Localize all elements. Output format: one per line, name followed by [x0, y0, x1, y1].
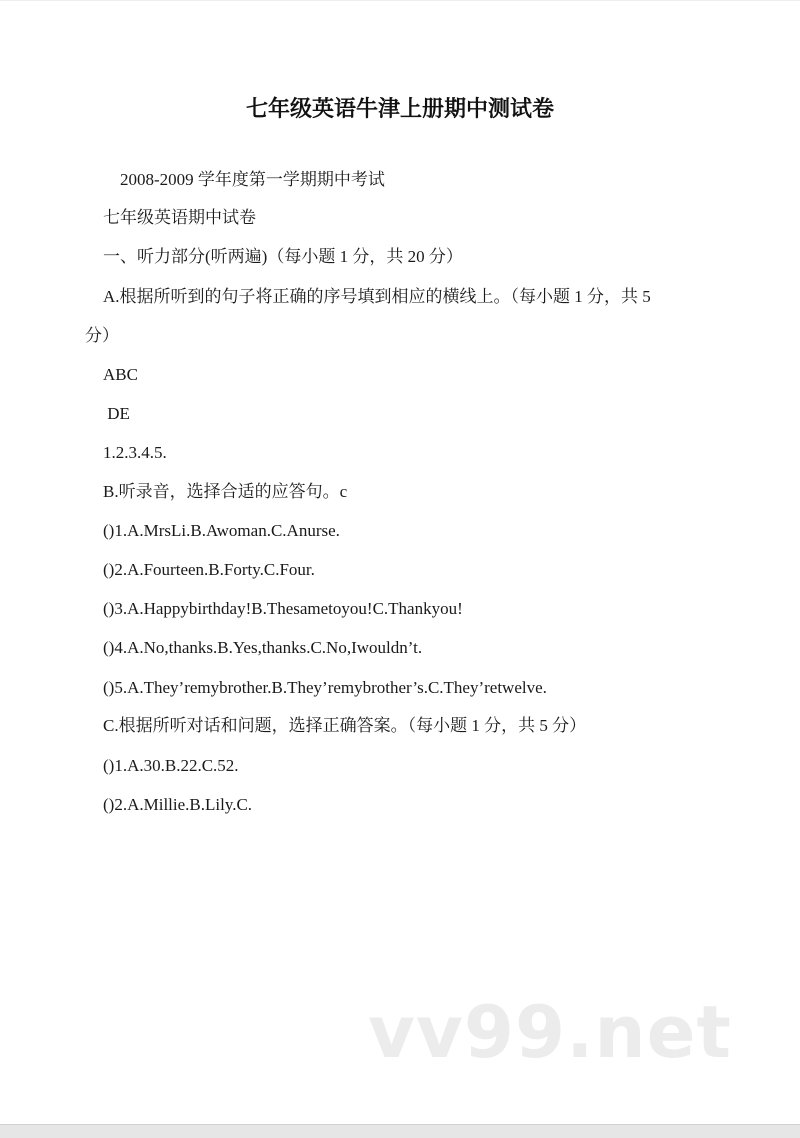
- page-top-border: [0, 0, 800, 1]
- section-listening-heading: 一、听力部分(听两遍)（每小题 1 分，共 20 分）: [103, 247, 463, 266]
- question-item: ()2.A.Fourteen.B.Forty.C.Four.: [103, 560, 315, 579]
- question-item: ()4.A.No,thanks.B.Yes,thanks.C.No,Iwouldn’t.: [103, 638, 423, 657]
- exam-term-line: 2008-2009 学年度第一学期期中考试: [120, 170, 385, 189]
- document-title: 七年级英语牛津上册期中测试卷: [245, 97, 554, 122]
- watermark-logo: vv99.net: [368, 990, 732, 1074]
- question-item: ()1.A.MrsLi.B.Awoman.C.Anurse.: [103, 521, 340, 540]
- question-item: ()5.A.They’remybrother.B.They’remybrother’s.C.They’retwelve.: [103, 678, 547, 697]
- question-item: ()2.A.Millie.B.Lily.C.: [103, 795, 253, 814]
- question-item: ()3.A.Happybirthday!B.Thesametoyou!C.Thankyou!: [103, 599, 463, 618]
- picture-labels-abc: ABC: [103, 365, 138, 384]
- page-bottom-border: [0, 1124, 800, 1138]
- question-item: ()1.A.30.B.22.C.52.: [103, 756, 239, 775]
- exam-name-line: 七年级英语期中试卷: [103, 208, 256, 227]
- part-a-instruction: A.根据所听到的句子将正确的序号填到相应的横线上。（每小题 1 分，共 5: [103, 287, 651, 306]
- part-a-instruction-cont: 分）: [85, 326, 119, 345]
- part-c-instruction: C.根据所听对话和问题，选择正确答案。（每小题 1 分，共 5 分）: [103, 716, 587, 735]
- answer-blanks: 1.2.3.4.5.: [103, 443, 167, 462]
- part-b-instruction: B.听录音，选择合适的应答句。c: [103, 482, 348, 501]
- picture-labels-de: DE: [103, 404, 130, 423]
